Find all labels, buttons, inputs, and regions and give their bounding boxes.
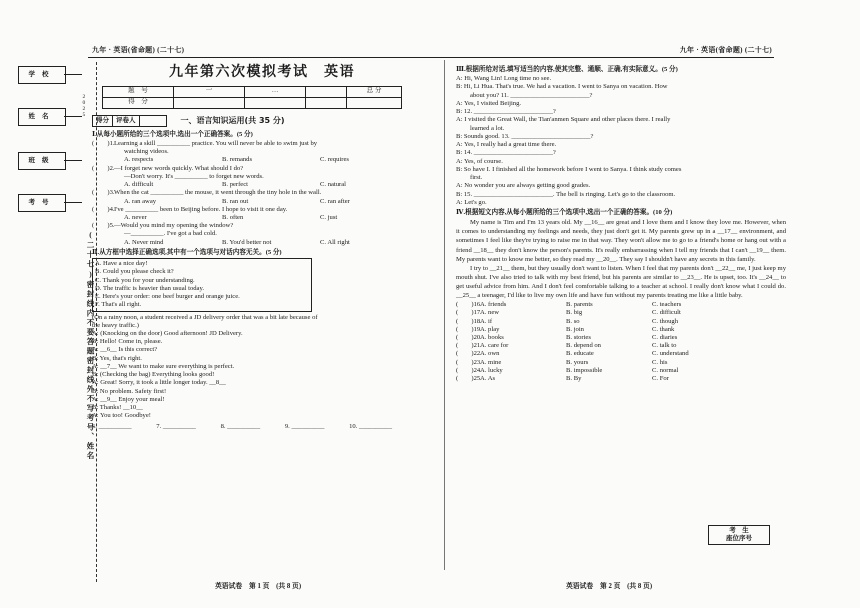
dialogue-line: B: Hello! Come in, please. <box>92 338 163 346</box>
answer-row <box>92 423 392 431</box>
grader-score-label: 得分 <box>93 116 113 126</box>
option: B. parents <box>566 301 593 309</box>
option: C. diaries <box>652 334 678 341</box>
cloze-row <box>456 309 786 317</box>
option: B. often <box>222 213 244 221</box>
class-box: 班级 <box>18 152 66 170</box>
question-text: watching videos. <box>124 148 169 156</box>
question-number[interactable]: ( )1. <box>92 139 115 147</box>
part3-heading: Ⅲ.根据所给对话,填写适当的内容,使其完整、通顺、正确,有实际意义。(5 分) <box>456 66 678 73</box>
question-number[interactable]: ( )18. <box>456 317 482 325</box>
option: B. stories <box>566 334 591 341</box>
options-box <box>92 258 312 311</box>
option: B. impossible <box>566 366 603 374</box>
score-cell: 得 分 <box>103 97 174 108</box>
seat-number-box[interactable] <box>708 525 770 545</box>
school-box: 学校 <box>18 66 66 84</box>
option: B. educate <box>566 350 594 358</box>
option: B. perfect <box>222 181 248 189</box>
question-number[interactable]: ( )25. <box>456 375 482 383</box>
exam-number-box: 考号 <box>18 194 66 212</box>
dialogue-line: B: No problem. Safety first! <box>92 387 167 395</box>
option: A. difficult <box>124 181 154 189</box>
cloze-row <box>456 350 786 358</box>
option: C. though <box>652 317 679 325</box>
dialogue-line: A: (Knocking on the door) Good afternoon! JD Delivery. <box>92 330 243 338</box>
question-1 <box>92 140 432 165</box>
dialogue-line: A: I visited the Great Wall, the Tian'anmen Square and other places there. I really <box>456 116 671 124</box>
answer-blank[interactable]: 8. __________ <box>220 422 261 430</box>
score-table <box>102 86 402 109</box>
question-number[interactable]: ( )2. <box>92 164 115 172</box>
option: C. talk to <box>652 342 677 350</box>
score-cell[interactable] <box>306 97 347 108</box>
box-option: C. Thank you for your understanding. <box>95 276 195 284</box>
option: A. respects <box>124 156 154 164</box>
option: B. join <box>566 325 584 333</box>
cloze-row <box>456 326 786 334</box>
option: C. All right <box>320 238 350 246</box>
dialogue-line[interactable]: B: 15. ________________________. The bell is ringing. Let's go to the classroom. <box>456 190 676 198</box>
option: B. big <box>566 309 583 317</box>
header-left: 九年 · 英语(省命题) (二十七) <box>92 46 185 54</box>
dialogue-line: B: Yes, that's right. <box>92 354 142 362</box>
dialogue-line[interactable]: B: Sounds good. 13. ________________________? <box>456 132 594 140</box>
grader-empty[interactable] <box>140 116 166 126</box>
page-2 <box>456 62 786 383</box>
option: B. depend on <box>566 342 601 350</box>
dialogue-line[interactable]: B: 12. ________________________? <box>456 108 556 116</box>
option: A. friends <box>480 301 507 309</box>
dialogue-intro: the heavy traffic.) <box>92 321 139 329</box>
cloze-row <box>456 342 786 350</box>
option: C. ran after <box>320 197 350 205</box>
question-number[interactable]: ( )4. <box>92 205 115 213</box>
question-text: Learning a skill __________ practice. You will never be able to swim just by <box>114 139 318 147</box>
cloze-options <box>456 301 786 383</box>
option: B. ran out <box>222 197 249 205</box>
option: C. requires <box>320 156 349 164</box>
option: C. teachers <box>652 301 682 309</box>
score-cell: 一 <box>174 86 245 97</box>
option: B. You'd better not <box>222 238 272 246</box>
name-line <box>64 116 82 117</box>
box-option: D. The traffic is heavier than usual today. <box>95 284 205 292</box>
dialogue-line: A: Yes, I really had a great time there. <box>456 141 557 149</box>
question-number[interactable]: ( )5. <box>92 222 115 230</box>
part2-heading: Ⅱ.从方框中选择正确选项,其中有一个选项与对话内容无关。(5 分) <box>92 248 282 256</box>
dialogue-line: A: No wonder you are always getting good grades. <box>456 182 591 190</box>
name-box: 姓名 <box>18 108 66 126</box>
option: C. just <box>320 213 338 221</box>
column-divider <box>444 60 445 570</box>
part4-heading: Ⅳ.根据短文内容,从每小题所给的三个选项中,选出一个正确的答案。(10 分) <box>456 208 673 216</box>
answer-blank[interactable]: 10. __________ <box>349 422 392 430</box>
grader-label: 评卷人 <box>113 116 140 126</box>
dialogue-line: A: Yes, I visited Beijing. <box>456 99 522 107</box>
question-text: When the cat __________ the mouse, it went through the tiny hole in the wall. <box>114 189 322 197</box>
score-cell[interactable] <box>174 97 245 108</box>
header-right: 九年 · 英语(省命题) (二十七) <box>679 46 772 54</box>
question-number[interactable]: ( )17. <box>456 309 482 317</box>
question-number[interactable]: ( )24. <box>456 366 482 374</box>
passage-paragraph: My name is Tim and I'm 13 years old. My __16__ are great and I love them and I know they love me. However, when it comes to understanding my feelings and needs, they just don't get it. My parents grew up in a __17__ environment, and sometimes I feel like they're trying to raise me in that way. They won't allow me to go to a friend's home or hang out with a friend __18__ they don't know the person's parents. It's really embarrassing when I tell my friends that I can't __19__ them. My parents want to know me better, so they read my __20__. They say I shouldn't have any secrets in this family. <box>456 219 786 263</box>
option: C. natural <box>320 181 347 189</box>
dialogue-line[interactable]: B: 14. ________________________? <box>456 149 556 157</box>
dialogue-line: A: Great! Sorry, it took a little longer today. __8__ <box>92 379 226 387</box>
cloze-row <box>456 334 786 342</box>
dialogue-line: A: __6__ Is this correct? <box>92 346 158 354</box>
option: A. books <box>480 334 504 341</box>
dialogue-line: A: Let's go. <box>456 198 487 206</box>
question-number[interactable]: ( )23. <box>456 358 482 366</box>
question-text: —__________. I've got a bad cold. <box>124 230 217 238</box>
question-text: —I forget new words quickly. What should I do? <box>114 164 244 172</box>
dialogue-line[interactable]: about you? 11. ________________________? <box>470 91 593 99</box>
option: C. normal <box>652 366 679 374</box>
score-cell[interactable] <box>245 97 306 108</box>
option: C. his <box>652 358 668 366</box>
option: A. new <box>480 309 500 317</box>
question-3 <box>92 189 432 205</box>
option: A. care for <box>480 342 509 350</box>
option: A. never <box>124 213 147 221</box>
dialogue-line: learned a lot. <box>470 124 505 132</box>
score-cell: … <box>245 86 306 97</box>
question-2 <box>92 165 432 190</box>
binding-strip <box>18 66 95 586</box>
question-5 <box>92 222 432 247</box>
seat-label: 座位序号 <box>726 534 752 542</box>
option: C. For <box>652 375 669 383</box>
dialogue-line: A: __7__ We want to make sure everything is perfect. <box>92 362 235 370</box>
option: A. play <box>480 325 500 333</box>
dialogue-line: B: Hi, Li Hua. That's true. We had a vacation. I went to Sanya on vacation. How <box>456 83 668 91</box>
answer-blank[interactable]: 6. __________ <box>92 422 132 430</box>
question-number[interactable]: ( )22. <box>456 350 482 358</box>
cloze-row <box>456 367 786 375</box>
dialogue-line: B: (Checking the bag) Everything looks good! <box>92 371 215 379</box>
option: B. so <box>566 317 580 325</box>
question-text: —Would you mind my opening the window? <box>114 222 234 230</box>
cloze-row <box>456 318 786 326</box>
exam-number-line <box>64 202 82 203</box>
answer-blank[interactable]: 7. __________ <box>156 422 196 430</box>
question-number[interactable]: ( )21. <box>456 342 482 350</box>
dialogue-line: A: __9__ Enjoy your meal! <box>92 395 165 403</box>
option: C. difficult <box>652 309 681 317</box>
year-label: 2025 <box>80 94 87 118</box>
part1-heading: Ⅰ.从每小题所给的三个选项中,选出一个正确答案。(5 分) <box>92 130 253 138</box>
box-option: A. Have a nice day! <box>95 260 148 268</box>
option: A. lucky <box>480 366 503 374</box>
dialogue-line: A: Yes, of course. <box>456 157 503 165</box>
option: C. thank <box>652 325 675 333</box>
option: A. Never mind <box>124 238 164 246</box>
question-number[interactable]: ( )19. <box>456 325 482 333</box>
page-1 <box>92 62 432 431</box>
question-number[interactable]: ( )3. <box>92 189 115 197</box>
cloze-row <box>456 375 786 383</box>
option: B. yours <box>566 358 589 366</box>
option: A. As <box>480 375 496 383</box>
question-4 <box>92 206 432 222</box>
exam-title: 九年第六次模拟考试 英语 <box>169 64 355 80</box>
passage-paragraph: I try to __21__ them, but they usually don't want to listen. When I feel that my parents don't __22__ me, I just keep my mouth shut. I've also tried to talk with my best friend, but his parents are similar to __23__. He is upset, too. It's __24__ to get useful advice from him. And I don't feel comfortable talking to a teacher at school. I really don't know what I could do. __25__ a teenager, I'd like to live my own life and have fun without my parents treating me like a little baby. <box>456 264 786 299</box>
seal-line-text: (二十七)密封线内不要答题密封线外不写考号、姓名 <box>86 229 95 461</box>
page-2-footer: 英语试卷 第 2 页 (共 8 页) <box>566 583 653 590</box>
score-cell: 总 分 <box>347 86 402 97</box>
cloze-row <box>456 359 786 367</box>
section-title: 一、语言知识运用(共 35 分) <box>180 115 285 125</box>
score-cell[interactable] <box>347 97 402 108</box>
dialogue-line: B: So have I. I finished all the homework before I went to Sanya. I think study comes <box>456 165 682 173</box>
option: B. remands <box>222 156 253 164</box>
header-rule <box>88 57 774 58</box>
option: A. if <box>480 317 493 325</box>
page-1-footer: 英语试卷 第 1 页 (共 8 页) <box>215 583 302 590</box>
section-marker <box>92 115 432 127</box>
box-option: E. Here's your order: one beef burger and orange juice. <box>95 293 240 301</box>
box-option: B. Could you please check it? <box>95 268 174 276</box>
box-option: F. That's all right. <box>95 301 142 309</box>
dialogue-line: first. <box>470 174 483 182</box>
class-line <box>64 160 82 161</box>
option: C. understand <box>652 350 689 358</box>
cloze-row <box>456 301 786 309</box>
score-cell: 题 号 <box>103 86 174 97</box>
seat-label: 考 生 <box>729 527 749 534</box>
question-text: I've __________ been to Beijing before. I hope to visit it one day. <box>114 205 288 213</box>
option: A. ran away <box>124 197 157 205</box>
question-number[interactable]: ( )16. <box>456 301 482 309</box>
answer-blank[interactable]: 9. __________ <box>284 422 325 430</box>
option: B. By <box>566 375 582 383</box>
grader-box <box>92 115 167 127</box>
dialogue-line: A: Hi, Wang Lin! Long time no see. <box>456 75 552 83</box>
question-number[interactable]: ( )20. <box>456 334 482 341</box>
score-cell <box>306 86 347 97</box>
question-text: —Don't worry. It's __________ to forget new words. <box>124 172 264 180</box>
dialogue-line: B: Thanks! __10__ <box>92 404 143 412</box>
dialogue-line: A: You too! Goodbye! <box>92 412 151 420</box>
dialogue-intro: (On a rainy noon, a student received a JD delivery order that was a bit late because of <box>92 313 318 321</box>
option: A. mine <box>480 358 502 366</box>
option: A. own <box>480 350 500 358</box>
school-line <box>64 74 82 75</box>
